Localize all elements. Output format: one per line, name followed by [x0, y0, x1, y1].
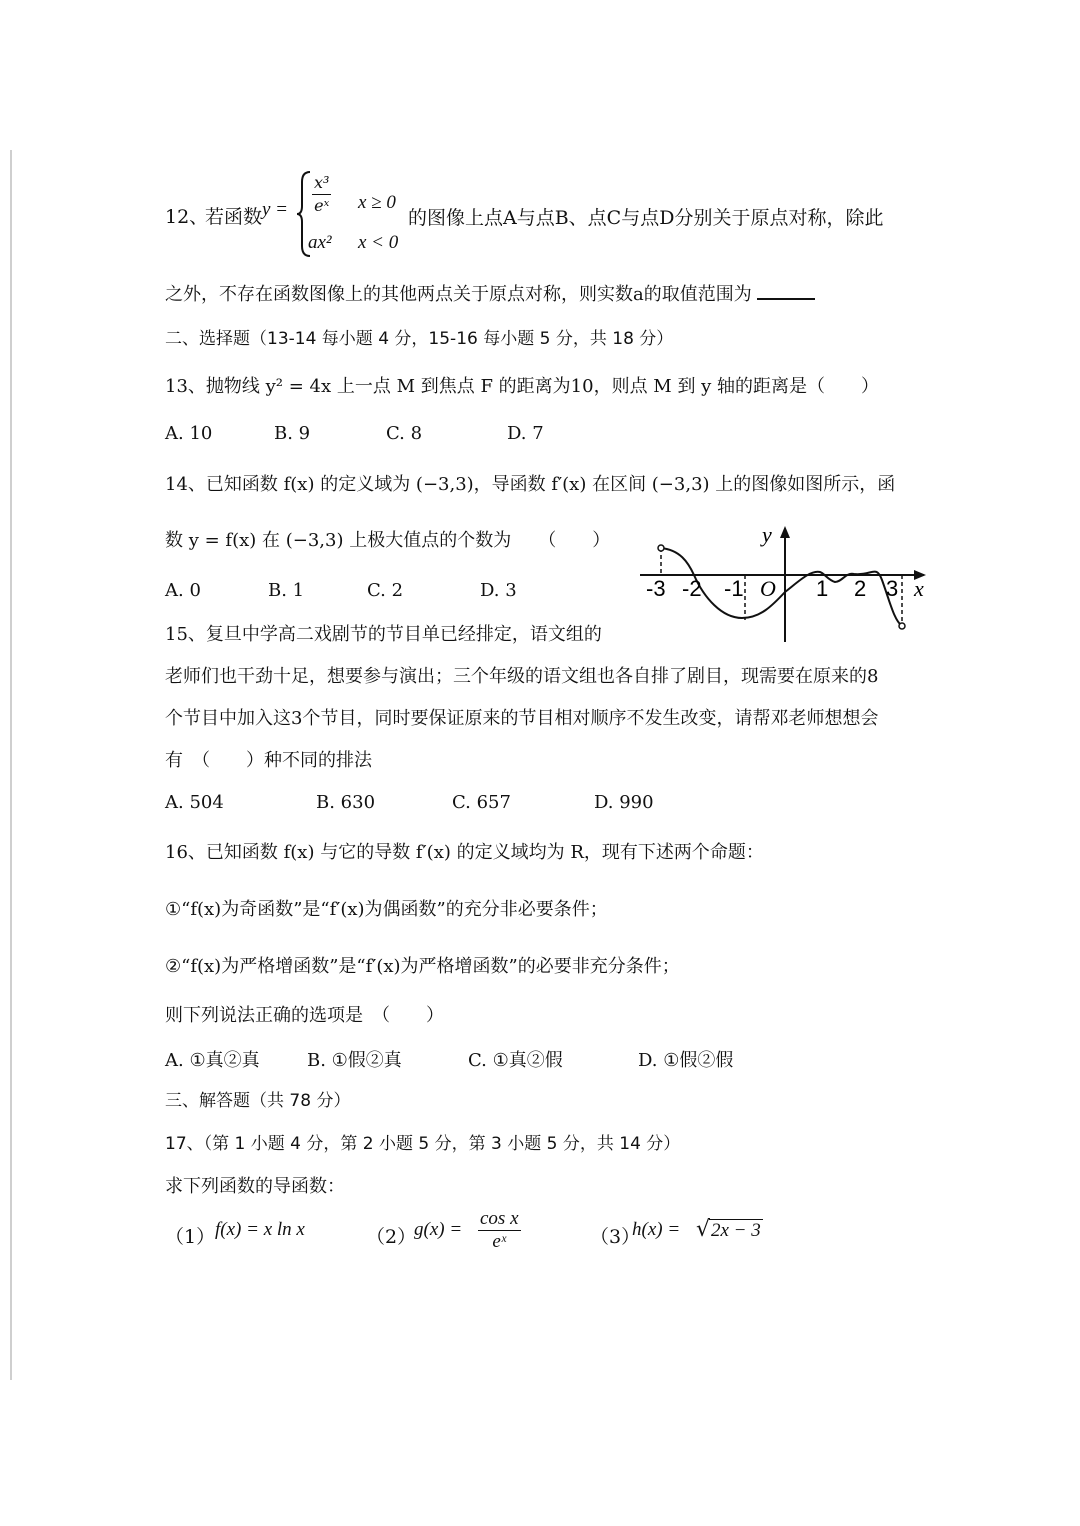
q15-line4: 有 （ ）种不同的排法: [165, 750, 372, 771]
q15-option-d[interactable]: D. 990: [594, 792, 654, 813]
tick-label-minus-1: -1: [724, 576, 744, 601]
q14-option-d[interactable]: D. 3: [480, 580, 517, 601]
q17-part2-label: （2）: [366, 1226, 417, 1248]
q13-text: 13、抛物线 y² = 4x 上一点 M 到焦点 F 的距离为10，则点 M 到 y 轴的距离是（ ）: [165, 376, 880, 397]
y-axis-label: y: [762, 522, 772, 547]
q17-prompt: 求下列函数的导函数：: [165, 1176, 345, 1197]
open-endpoint-right: [899, 623, 905, 629]
q14-option-a[interactable]: A. 0: [165, 580, 201, 601]
q15-line2: 老师们也干劲十足，想要参与演出；三个年级的语文组也各自排了剧目，现需要在原来的8: [165, 666, 879, 687]
q12-case1-denominator: eˣ: [314, 196, 330, 215]
derivative-graph: [632, 520, 932, 650]
q12-case1-numerator: x³: [312, 172, 331, 195]
q12-y-eq: y =: [262, 199, 289, 220]
tick-label-minus-2: -2: [682, 576, 702, 601]
q14-line1: 14、已知函数 f(x) 的定义域为 (−3,3)，导函数 f′(x) 在区间 (−3,3) 上的图像如图所示，函: [165, 474, 896, 495]
q12-case2-expr: ax²: [308, 232, 332, 253]
q16-line1: 16、已知函数 f(x) 与它的导数 f′(x) 的定义域均为 R，现有下述两个命题：: [165, 842, 764, 863]
q12-case1-cond: x ≥ 0: [358, 192, 396, 213]
q12-case2-cond: x < 0: [358, 232, 399, 253]
q12-line2-text: 之外，不存在函数图像上的其他两点关于原点对称，则实数a的取值范围为: [165, 284, 752, 305]
q14-line2: 数 y = f(x) 在 (−3,3) 上极大值点的个数为 （ ）: [165, 530, 611, 551]
q12-line2: [165, 282, 815, 308]
origin-label: O: [760, 576, 776, 601]
tick-label-3: 3: [886, 576, 899, 601]
q12-case1-expr: [312, 172, 331, 217]
q17-part1-expr: f(x) = x ln x: [215, 1219, 305, 1240]
y-axis-arrow-icon: [780, 526, 790, 538]
open-endpoint-left: [658, 545, 664, 551]
q12-text-post: 的图像上点A与点B、点C与点D分别关于原点对称，除此: [408, 207, 884, 229]
section-3-heading: 三、解答题（共 78 分）: [165, 1091, 351, 1111]
q13-option-b[interactable]: B. 9: [274, 423, 311, 444]
q17-part2-numerator: cos x: [480, 1208, 519, 1229]
q13-option-c[interactable]: C. 8: [386, 423, 423, 444]
q17-part2-denominator: eˣ: [492, 1231, 507, 1252]
q17-part2-fraction: [478, 1208, 521, 1253]
q17-part3-label: （3）: [590, 1226, 641, 1248]
q14-option-c[interactable]: C. 2: [367, 580, 404, 601]
q16-option-c[interactable]: C. ①真②假: [468, 1050, 563, 1071]
q12-text-pre: 若函数: [205, 206, 263, 228]
q13-option-d[interactable]: D. 7: [507, 423, 544, 444]
q16-option-b[interactable]: B. ①假②真: [307, 1050, 402, 1071]
tick-label-minus-3: -3: [646, 576, 666, 601]
section-2-heading: 二、选择题（13-14 每小题 4 分，15-16 每小题 5 分，共 18 分）: [165, 329, 674, 349]
q16-proposition-2: ②“f(x)为严格增函数”是“f′(x)为严格增函数”的必要非充分条件；: [165, 956, 680, 977]
q15-line1: 15、复旦中学高二戏剧节的节目单已经排定，语文组的: [165, 624, 602, 645]
q17-part3-lhs: h(x) =: [632, 1219, 681, 1240]
x-axis-label: x: [914, 576, 924, 601]
q16-option-a[interactable]: A. ①真②真: [165, 1050, 260, 1071]
q14-option-b[interactable]: B. 1: [268, 580, 305, 601]
tick-label-2: 2: [854, 576, 867, 601]
q16-ask: 则下列说法正确的选项是 （ ）: [165, 1005, 444, 1026]
tick-label-1: 1: [816, 576, 829, 601]
q17-part3-radicand: 2x − 3: [711, 1220, 761, 1241]
answer-blank[interactable]: [757, 282, 815, 300]
q17-part2-lhs: g(x) =: [414, 1219, 463, 1240]
q15-line3: 个节目中加入这3个节目，同时要保证原来的节目相对顺序不发生改变，请帮邓老师想想会: [165, 708, 879, 729]
q16-option-d[interactable]: D. ①假②假: [638, 1050, 734, 1071]
q12-number: 12、: [165, 206, 209, 228]
q16-proposition-1: ①“f(x)为奇函数”是“f′(x)为偶函数”的充分非必要条件；: [165, 899, 608, 920]
q15-option-b[interactable]: B. 630: [316, 792, 376, 813]
q17-part1-label: （1）: [165, 1226, 216, 1248]
page-edge-line: [10, 150, 12, 1380]
q15-option-a[interactable]: A. 504: [165, 792, 224, 813]
q13-option-a[interactable]: A. 10: [165, 423, 213, 444]
q15-option-c[interactable]: C. 657: [452, 792, 511, 813]
q17-header: 17、（第 1 小题 4 分，第 2 小题 5 分，第 3 小题 5 分，共 14 分）: [165, 1134, 681, 1154]
sqrt-sign-icon: √: [696, 1217, 711, 1242]
